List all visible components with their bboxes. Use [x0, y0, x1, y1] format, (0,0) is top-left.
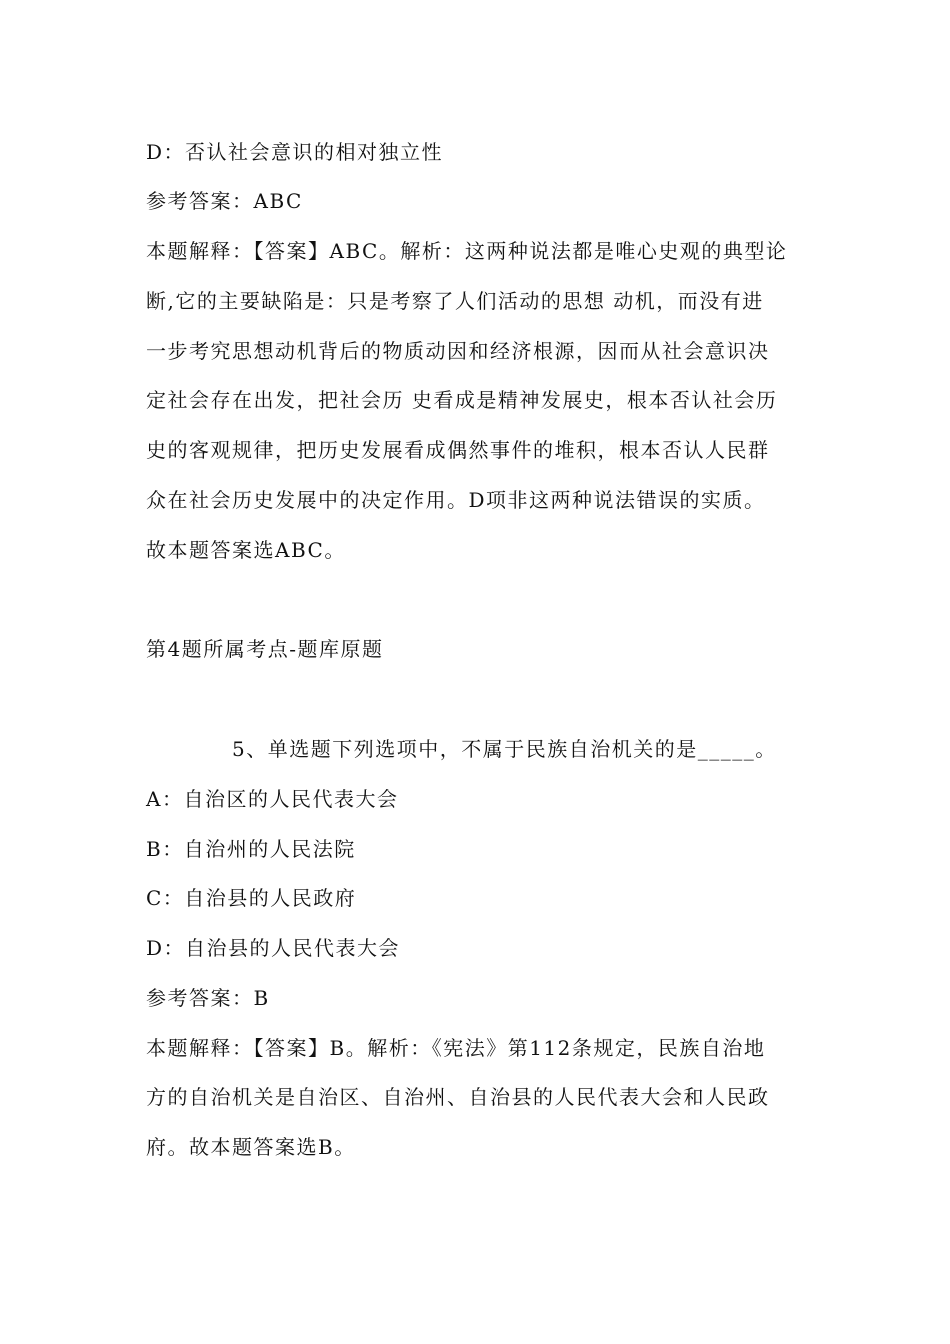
- q4-option-d: D：否认社会意识的相对独立性: [146, 140, 444, 164]
- q4-explanation-line: 定社会存在出发，把社会历 史看成是精神发展史，根本否认社会历: [146, 388, 778, 412]
- q5-option-b: B：自治州的人民法院: [146, 837, 356, 861]
- q4-explanation-line: 史的客观规律，把历史发展看成偶然事件的堆积，根本否认人民群: [146, 438, 770, 462]
- q4-explanation-line: 本题解释：【答案】ABC。解析：这两种说法都是唯心史观的典型论: [146, 239, 788, 263]
- q5-option-d: D：自治县的人民代表大会: [146, 936, 401, 960]
- q4-answer: 参考答案：ABC: [146, 189, 303, 213]
- q5-explanation-line: 府。故本题答案选B。: [146, 1135, 356, 1159]
- q5-option-a: A：自治区的人民代表大会: [146, 787, 399, 811]
- q4-explanation-line: 故本题答案选ABC。: [146, 538, 346, 562]
- q5-option-c: C：自治县的人民政府: [146, 886, 357, 910]
- q5-explanation-line: 方的自治机关是自治区、自治州、自治县的人民代表大会和人民政: [146, 1085, 770, 1109]
- q4-explanation-line: 一步考究思想动机背后的物质动因和经济根源，因而从社会意识决: [146, 339, 770, 363]
- q5-question: 5、单选题下列选项中，不属于民族自治机关的是_____。: [232, 737, 777, 761]
- q5-answer: 参考答案：B: [146, 986, 270, 1010]
- q4-topic: 第4题所属考点-题库原题: [146, 637, 384, 661]
- q4-explanation-line: 断,它的主要缺陷是：只是考察了人们活动的思想 动机，而没有进: [146, 289, 764, 313]
- q5-explanation-line: 本题解释：【答案】B。解析：《宪法》第112条规定，民族自治地: [146, 1036, 766, 1060]
- q4-explanation-line: 众在社会历史发展中的决定作用。D项非这两种说法错误的实质。: [146, 488, 766, 512]
